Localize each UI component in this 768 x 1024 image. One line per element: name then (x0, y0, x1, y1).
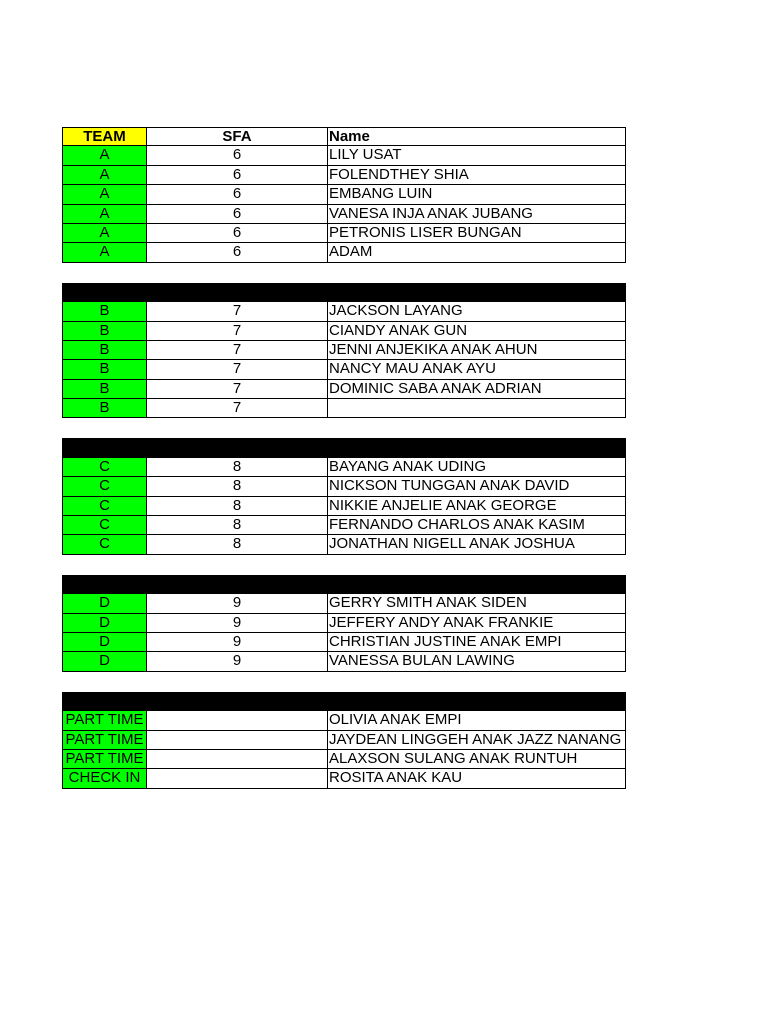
sfa-cell[interactable]: 6 (147, 205, 328, 224)
name-cell[interactable]: ALAXSON SULANG ANAK RUNTUH (328, 750, 626, 769)
name-cell[interactable]: JENNI ANJEKIKA ANAK AHUN (328, 341, 626, 360)
team-cell[interactable]: C (62, 477, 147, 496)
team-cell[interactable]: B (62, 341, 147, 360)
name-cell[interactable]: NIKKIE ANJELIE ANAK GEORGE (328, 497, 626, 516)
team-cell[interactable]: A (62, 224, 147, 243)
team-cell[interactable]: C (62, 535, 147, 554)
table-row (62, 652, 626, 671)
team-cell[interactable]: PART TIME (62, 711, 147, 730)
table-row (62, 185, 626, 204)
team-cell[interactable]: A (62, 185, 147, 204)
team-cell[interactable]: D (62, 594, 147, 613)
sfa-cell[interactable]: 9 (147, 633, 328, 652)
table-row (62, 322, 626, 341)
team-cell[interactable]: PART TIME (62, 750, 147, 769)
team-cell[interactable]: B (62, 399, 147, 418)
table-row (62, 535, 626, 554)
name-cell[interactable]: JACKSON LAYANG (328, 302, 626, 321)
sfa-cell[interactable]: 8 (147, 497, 328, 516)
table-row (62, 341, 626, 360)
table-row (62, 614, 626, 633)
table-row (62, 750, 626, 769)
team-cell[interactable]: C (62, 458, 147, 477)
sfa-cell[interactable]: 9 (147, 652, 328, 671)
sfa-cell[interactable]: 7 (147, 380, 328, 399)
group-separator-bar[interactable] (62, 283, 626, 302)
table-row (62, 224, 626, 243)
name-cell[interactable]: FERNANDO CHARLOS ANAK KASIM (328, 516, 626, 535)
group-gap (62, 263, 626, 283)
group-separator-bar[interactable] (62, 438, 626, 457)
name-cell[interactable]: JEFFERY ANDY ANAK FRANKIE (328, 614, 626, 633)
sfa-cell[interactable]: 6 (147, 146, 328, 165)
sfa-cell[interactable]: 7 (147, 341, 328, 360)
team-group (62, 302, 626, 418)
table-row (62, 360, 626, 379)
name-cell[interactable]: PETRONIS LISER BUNGAN (328, 224, 626, 243)
sfa-cell[interactable]: 7 (147, 302, 328, 321)
table-row (62, 205, 626, 224)
name-cell[interactable]: ADAM (328, 243, 626, 262)
team-cell[interactable]: B (62, 302, 147, 321)
team-cell[interactable]: B (62, 380, 147, 399)
table-row (62, 243, 626, 262)
team-roster-table (62, 127, 626, 789)
table-row (62, 731, 626, 750)
table-row (62, 633, 626, 652)
sfa-cell[interactable] (147, 750, 328, 769)
sfa-cell[interactable]: 6 (147, 224, 328, 243)
team-cell[interactable]: C (62, 516, 147, 535)
sfa-cell[interactable]: 7 (147, 360, 328, 379)
team-cell[interactable]: A (62, 243, 147, 262)
name-cell[interactable]: JONATHAN NIGELL ANAK JOSHUA (328, 535, 626, 554)
name-cell[interactable]: CHRISTIAN JUSTINE ANAK EMPI (328, 633, 626, 652)
sfa-cell[interactable]: 9 (147, 614, 328, 633)
table-row (62, 516, 626, 535)
sfa-cell[interactable] (147, 711, 328, 730)
sfa-cell[interactable]: 8 (147, 535, 328, 554)
name-cell[interactable]: EMBANG LUIN (328, 185, 626, 204)
name-cell[interactable]: DOMINIC SABA ANAK ADRIAN (328, 380, 626, 399)
sfa-column-header[interactable]: SFA (147, 127, 328, 146)
team-groups (62, 146, 626, 788)
group-gap (62, 672, 626, 692)
header-row (62, 127, 626, 146)
name-cell[interactable]: ROSITA ANAK KAU (328, 769, 626, 788)
team-cell[interactable]: CHECK IN (62, 769, 147, 788)
table-row (62, 166, 626, 185)
table-row (62, 399, 626, 418)
sfa-cell[interactable]: 6 (147, 243, 328, 262)
name-cell[interactable] (328, 399, 626, 418)
name-cell[interactable]: NANCY MAU ANAK AYU (328, 360, 626, 379)
team-cell[interactable]: B (62, 322, 147, 341)
name-cell[interactable]: CIANDY ANAK GUN (328, 322, 626, 341)
name-cell[interactable]: NICKSON TUNGGAN ANAK DAVID (328, 477, 626, 496)
team-cell[interactable]: C (62, 497, 147, 516)
name-cell[interactable]: OLIVIA ANAK EMPI (328, 711, 626, 730)
team-cell[interactable]: PART TIME (62, 731, 147, 750)
team-cell[interactable]: A (62, 166, 147, 185)
name-cell[interactable]: LILY USAT (328, 146, 626, 165)
name-cell[interactable]: FOLENDTHEY SHIA (328, 166, 626, 185)
name-cell[interactable]: BAYANG ANAK UDING (328, 458, 626, 477)
group-separator-bar[interactable] (62, 692, 626, 711)
team-group (62, 594, 626, 672)
table-row (62, 711, 626, 730)
team-column-header[interactable]: TEAM (62, 127, 147, 146)
table-row (62, 477, 626, 496)
sfa-cell[interactable] (147, 731, 328, 750)
name-cell[interactable]: VANESSA BULAN LAWING (328, 652, 626, 671)
team-cell[interactable]: D (62, 633, 147, 652)
sfa-cell[interactable]: 6 (147, 185, 328, 204)
table-row (62, 302, 626, 321)
group-separator-bar[interactable] (62, 575, 626, 594)
table-row (62, 769, 626, 788)
team-cell[interactable]: A (62, 205, 147, 224)
table-row (62, 594, 626, 613)
sfa-cell[interactable]: 9 (147, 594, 328, 613)
group-gap (62, 555, 626, 575)
name-column-header[interactable]: Name (328, 127, 626, 146)
sfa-cell[interactable]: 7 (147, 322, 328, 341)
name-cell[interactable]: VANESA INJA ANAK JUBANG (328, 205, 626, 224)
table-row (62, 458, 626, 477)
team-cell[interactable]: B (62, 360, 147, 379)
team-cell[interactable]: D (62, 652, 147, 671)
sfa-cell[interactable]: 6 (147, 166, 328, 185)
team-group (62, 711, 626, 789)
sfa-cell[interactable]: 8 (147, 458, 328, 477)
name-cell[interactable]: GERRY SMITH ANAK SIDEN (328, 594, 626, 613)
team-group (62, 146, 626, 262)
sfa-cell[interactable] (147, 769, 328, 788)
table-row (62, 146, 626, 165)
name-cell[interactable]: JAYDEAN LINGGEH ANAK JAZZ NANANG (328, 731, 626, 750)
table-row (62, 497, 626, 516)
table-row (62, 380, 626, 399)
team-cell[interactable]: D (62, 614, 147, 633)
team-group (62, 458, 626, 555)
sfa-cell[interactable]: 7 (147, 399, 328, 418)
team-cell[interactable]: A (62, 146, 147, 165)
sfa-cell[interactable]: 8 (147, 477, 328, 496)
group-gap (62, 418, 626, 438)
sfa-cell[interactable]: 8 (147, 516, 328, 535)
